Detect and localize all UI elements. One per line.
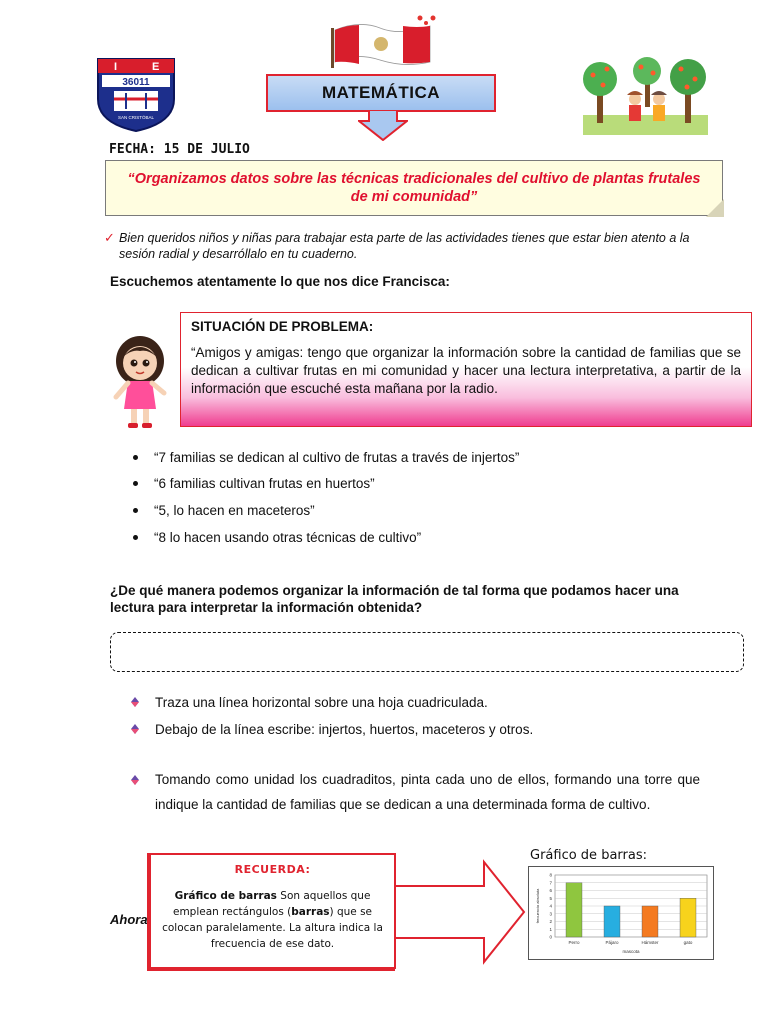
note-fold-corner bbox=[706, 199, 724, 217]
answer-box bbox=[110, 632, 744, 672]
chart-bar bbox=[642, 906, 658, 937]
problem-situation-box bbox=[180, 312, 752, 427]
guiding-question: ¿De qué manera podemos organizar la información de tal forma que podamos hacer una lectura para interpretar la información obtenida? bbox=[110, 583, 679, 615]
title-callout-arrow bbox=[358, 111, 408, 141]
x-tick-label: Perro bbox=[568, 940, 580, 945]
recuerda-highlight: barras bbox=[291, 906, 330, 918]
y-tick-label: 4 bbox=[549, 903, 552, 909]
x-tick-label: Pájaro bbox=[605, 940, 619, 945]
y-tick-label: 7 bbox=[549, 880, 552, 886]
y-tick-label: 0 bbox=[549, 934, 552, 940]
date-label: FECHA: 15 DE JULIO bbox=[109, 142, 250, 157]
data-bullet-text: “5, lo hacen en maceteros” bbox=[154, 503, 315, 518]
data-bullet bbox=[133, 476, 375, 491]
diamond-bullet-icon bbox=[130, 775, 140, 785]
recuerda-text-part-1: Son aquellos que emplean rectángulos ( bbox=[172, 890, 371, 918]
bar-chart-svg bbox=[529, 867, 713, 959]
y-tick-label: 5 bbox=[549, 895, 552, 901]
peru-flag-image bbox=[325, 12, 440, 70]
bullet-dot bbox=[133, 535, 138, 540]
y-tick-label: 1 bbox=[549, 926, 552, 932]
recuerda-text bbox=[157, 888, 388, 952]
x-tick-label: gato bbox=[683, 940, 693, 945]
data-bullet bbox=[133, 530, 421, 545]
listen-instruction: Escuchemos atentamente lo que nos dice Francisca: bbox=[110, 274, 450, 289]
step-text: Debajo de la línea escribe: injertos, huertos, maceteros y otros. bbox=[155, 722, 534, 737]
y-tick-label: 2 bbox=[549, 919, 552, 924]
data-bullet-text: “7 familias se dedican al cultivo de frutas a través de injertos” bbox=[154, 450, 520, 465]
ahora-text-start: Ahora bbox=[110, 912, 148, 927]
girl-francisca-illustration bbox=[110, 335, 170, 430]
logo-number: 36011 bbox=[122, 77, 150, 88]
step-text: Tomando como unidad los cuadraditos, pinta cada uno de ellos, formando una torre que indique la cantidad de familias que se dedican a una determinada forma de cultivo. bbox=[155, 772, 700, 812]
chart-bar bbox=[566, 883, 582, 937]
diamond-bullet-icon bbox=[130, 724, 140, 734]
logo-caption: SAN CRISTÓBAL bbox=[117, 115, 155, 120]
chart-caption: Gráfico de barras: bbox=[530, 848, 647, 863]
check-icon: ✓ bbox=[104, 230, 115, 245]
x-tick-label: Hámster bbox=[641, 940, 659, 945]
data-bullet-text: “6 familias cultivan frutas en huertos” bbox=[154, 476, 375, 491]
logo-letter-left: I bbox=[114, 61, 118, 73]
bullet-dot bbox=[133, 481, 138, 486]
diamond-bullet-icon bbox=[130, 697, 140, 707]
problem-text: “Amigos y amigas: tengo que organizar la información sobre la cantidad de familias que se dedican a cultivar frutas en mi comunidad y hacer una lectura interpretativa, a partir de la información que escuché esta mañana por la radio. bbox=[191, 345, 741, 396]
bullet-dot bbox=[133, 508, 138, 513]
intro-text: Bien queridos niños y niñas para trabajar esta parte de las actividades tienes que estar bien atento a la sesión radial y desarróllalo en tu cuaderno. bbox=[119, 231, 690, 261]
logo-letter-right: E bbox=[152, 61, 160, 73]
step-text: Traza una línea horizontal sobre una hoja cuadriculada. bbox=[155, 695, 488, 710]
y-tick-label: 3 bbox=[549, 911, 552, 917]
kids-orchard-illustration bbox=[583, 55, 708, 135]
data-bullet bbox=[133, 450, 519, 465]
data-bullet bbox=[133, 503, 315, 518]
page-title: MATEMÁTICA bbox=[266, 74, 496, 112]
recuerda-text-part-2: ) que se colocan paralelamente. La altura indica la frecuencia de ese dato. bbox=[162, 906, 383, 950]
y-tick-label: 6 bbox=[549, 888, 552, 893]
example-bar-chart bbox=[528, 866, 714, 960]
y-tick-label: 8 bbox=[549, 872, 552, 878]
session-topic: “Organizamos datos sobre las técnicas tradicionales del cultivo de plantas frutales de mi comunidad” bbox=[105, 160, 723, 216]
recuerda-box bbox=[149, 853, 396, 969]
problem-title: SITUACIÓN DE PROBLEMA: bbox=[191, 319, 374, 334]
data-bullet-text: “8 lo hacen usando otras técnicas de cultivo” bbox=[154, 530, 422, 545]
bullet-dot bbox=[133, 455, 138, 460]
recuerda-term: Gráfico de barras bbox=[174, 890, 277, 902]
title-callout bbox=[262, 72, 502, 142]
recuerda-title: RECUERDA: bbox=[234, 863, 311, 876]
y-axis-label: frecuencia absoluta bbox=[535, 888, 540, 924]
school-crest-logo bbox=[92, 55, 180, 133]
chart-bar bbox=[680, 898, 696, 937]
chart-bar bbox=[604, 906, 620, 937]
x-axis-label: mascota bbox=[622, 949, 640, 954]
